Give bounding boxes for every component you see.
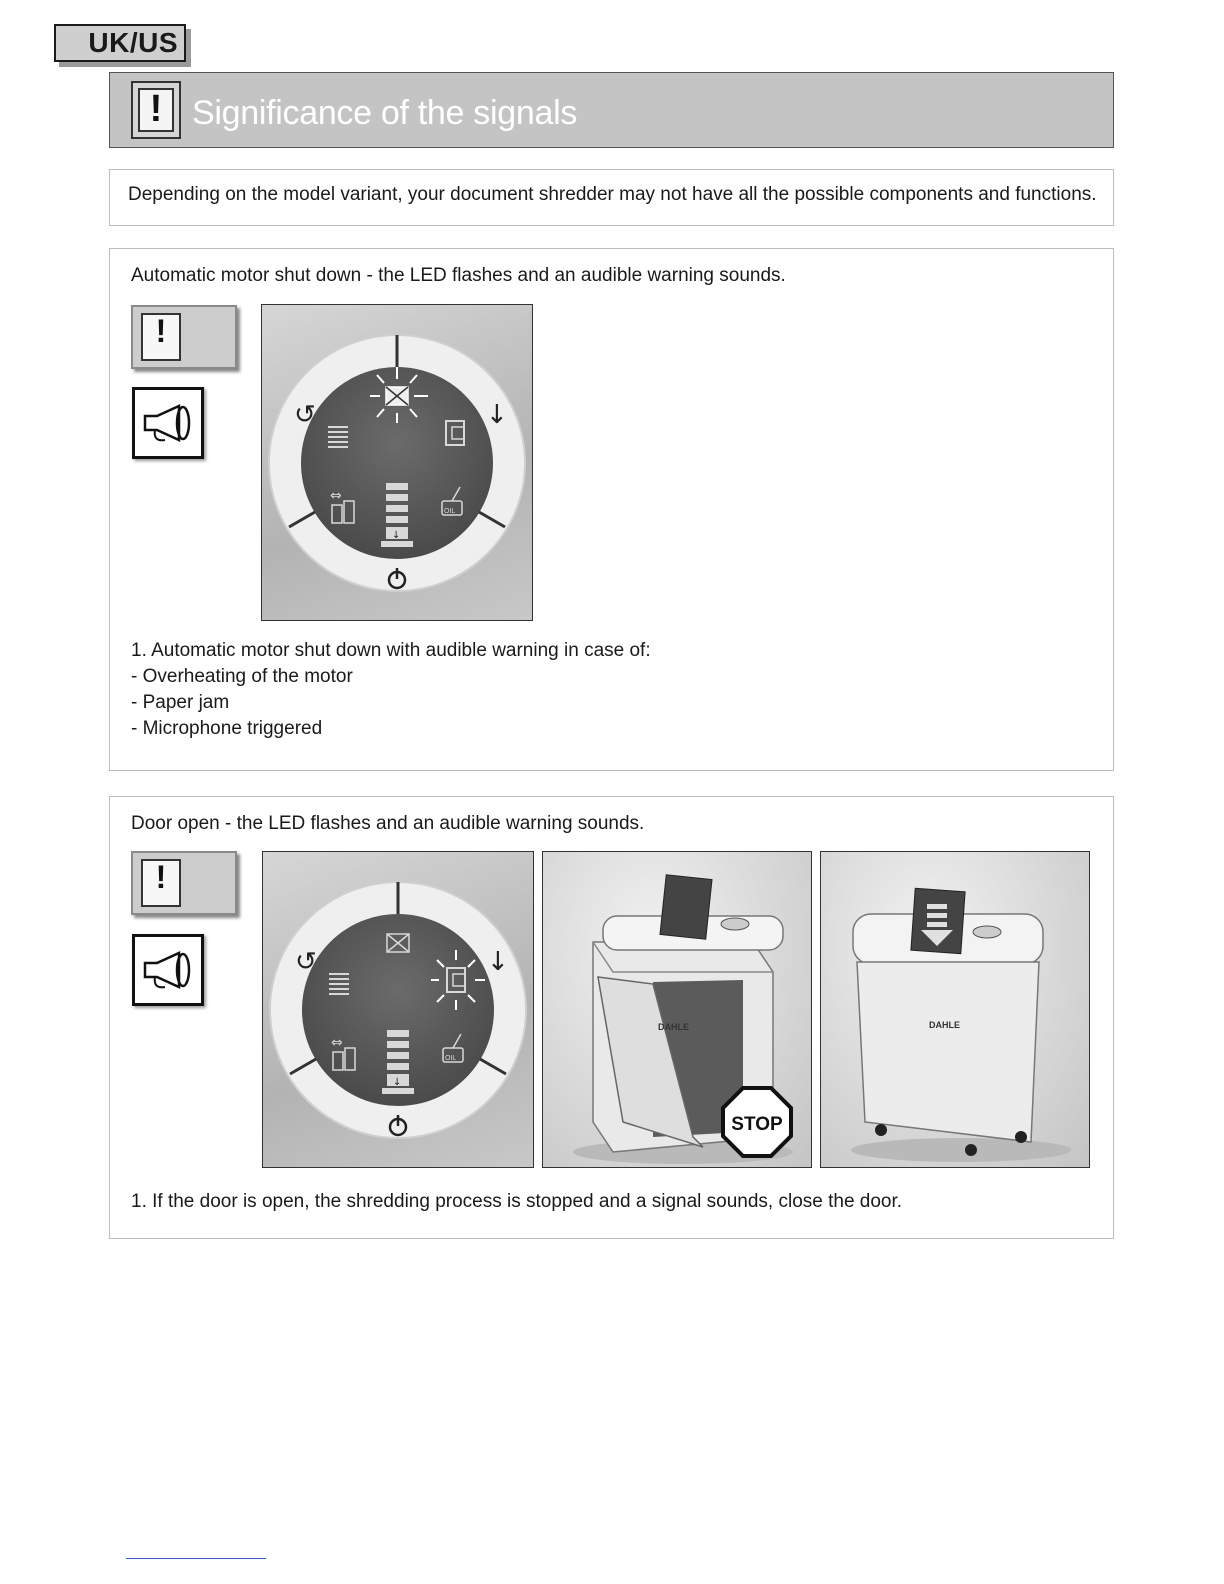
stop-label: STOP xyxy=(731,1114,783,1135)
control-panel-dial xyxy=(261,304,533,621)
door-open-section xyxy=(109,796,1114,1239)
list-item: - Overheating of the motor xyxy=(131,666,353,687)
section1-list-intro: 1. Automatic motor shut down with audible warning in case of: xyxy=(131,640,651,661)
model-variant-note xyxy=(109,169,1114,226)
exclamation-icon: ! xyxy=(131,305,237,369)
section2-title: Door open - the LED flashes and an audible warning sounds. xyxy=(131,813,645,834)
shredder-door-closed-photo xyxy=(820,851,1090,1168)
language-tag-label: UK/US xyxy=(88,27,178,58)
section1-title: Automatic motor shut down - the LED flashes and an audible warning sounds. xyxy=(131,265,786,286)
exclamation-icon: ! xyxy=(131,81,181,139)
shredder-door-open-photo xyxy=(542,851,812,1168)
list-item: - Paper jam xyxy=(131,692,230,713)
note-text: Depending on the model variant, your document shredder may not have all the possible components and functions. xyxy=(128,184,1097,205)
section-header xyxy=(109,72,1114,148)
exclamation-icon: ! xyxy=(131,851,237,915)
control-panel-dial xyxy=(262,851,534,1168)
list-item: - Microphone triggered xyxy=(131,718,323,739)
brand-label: DAHLE xyxy=(929,1020,960,1030)
oil-label: OIL xyxy=(444,508,456,515)
page-title: Significance of the signals xyxy=(192,94,578,132)
section2-list-intro: 1. If the door is open, the shredding process is stopped and a signal sounds, close the door. xyxy=(131,1191,903,1212)
footer-rule xyxy=(126,1558,266,1559)
oil-label: OIL xyxy=(445,1055,457,1062)
horn-icon xyxy=(132,934,204,1006)
brand-label: DAHLE xyxy=(658,1022,689,1032)
motor-shutdown-section xyxy=(109,248,1114,771)
horn-icon xyxy=(132,387,204,459)
language-tag xyxy=(54,24,186,62)
